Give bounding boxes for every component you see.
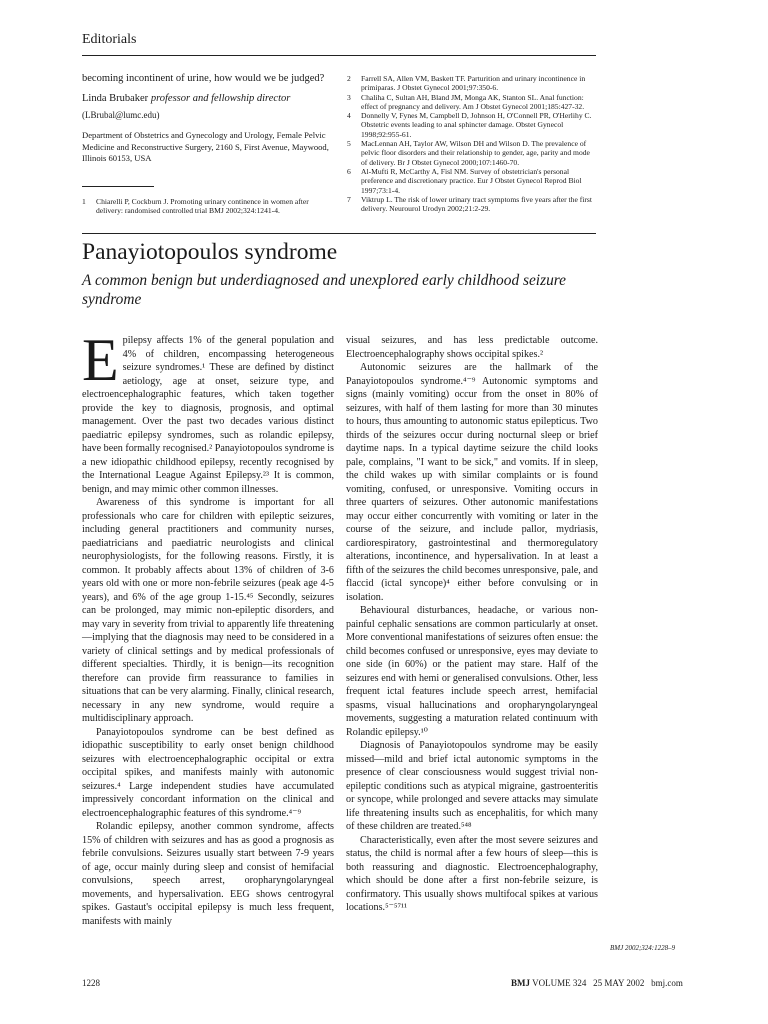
closing-text: becoming incontinent of urine, how would we be judged? [82, 73, 325, 84]
author-affiliation: Department of Obstetrics and Gynecology and Urology, Female Pelvic Medicine and Reconstructive Surgery, 2160 S, First Avenue, Maywood, Illinois 60153, USA [82, 130, 329, 163]
paragraph: Characteristically, even after the most severe seizures and status, the child is normal after a few hours of sleep—this is both reassuring and diagnostic. Electroencephalography, which should be done after a first non-febrile seizure, is confirmatory. This usually shows multifocal spikes at various locations.⁵⁻⁵⁷¹¹ [346, 834, 598, 913]
paragraph: Behavioural disturbances, headache, or various non-painful cephalic sensations are common particularly at onset. More conventional manifestations of seizures often ensue: the child becomes confused or unresponsive, eyes may deviate to one side (in 60%) or the patient may stare. Half of the seizures end with hemi or generalised convulsions. Other, less frequent ictal features include speech arrest, hemifacial spasms, visual hallucinations and oropharyngolaryngeal movements, suggesting a maturation related continuum with Rolandic epilepsy.¹⁰ [346, 605, 598, 738]
reference-item: 4 Donnelly V, Fynes M, Campbell D, Johnson H, O'Connell PR, O'Herlihy C. Obstetric events leading to anal sphincter damage. Obstet Gynecol 1998;92:955-61. [347, 111, 592, 139]
references-right [347, 74, 597, 213]
article-column-1 [82, 327, 334, 928]
references-left [82, 197, 332, 216]
reference-item: 6 Al-Mufti R, McCarthy A, Fisl NM. Survey of obstetrician's personal preference and discretionary practice. Eur J Obstet Gynecol Reprod Biol 1997;73:1-4. [347, 166, 582, 195]
paragraph: Diagnosis of Panayiotopoulos syndrome may be easily missed—mild and brief ictal autonomic symptoms in the presence of clear consciousness would suggest trivial non-epileptic conditions such as atypical migraine, gastroenteritis or syncope, while prolonged and severe attacks may simulate life threatening insults such as encephalitis, for which many of these children are treated.⁵⁴⁸ [346, 740, 598, 832]
article-top-rule [82, 233, 596, 234]
volume-date: VOLUME 324 25 MAY 2002 bmj.com [532, 978, 683, 988]
article-title: Panayiotopoulos syndrome [82, 239, 338, 265]
reference-item: 3 Chaliha C, Sultan AH, Bland JM, Monga AK, Stanton SL. Anal function: effect of pregnancy and delivery. Am J Obstet Gynecol 2001;185:427-32. [347, 92, 585, 111]
drop-cap: E [82, 327, 119, 393]
header-rule [82, 55, 596, 56]
journal-footer [511, 978, 683, 988]
author-email: (LBrubal@lumc.edu) [82, 110, 160, 120]
references-rule [82, 186, 154, 187]
paragraph: Epilepsy affects 1% of the general population and 4% of children, encompassing heterogeneous seizure syndromes.¹ These are defined by distinct aetiology, age at onset, seizure type, and electroencephalographic features, which taken together provide the key to diagnosis, prognosis, and optimal management. Over the past two decades various distinct paediatric epilepsy syndromes, such as rolandic epilepsy, have been formally recognised.² Panayiotopoulos syndrome is a new idiopathic childhood epilepsy, recently recognised by the International League Against Epilepsy.²³ It is common, benign, and may mimic other common illnesses. [82, 327, 334, 495]
side-citation: BMJ 2002;324:1228–9 [610, 944, 676, 952]
author-name: Linda Brubaker [82, 93, 149, 104]
paragraph: Autonomic seizures are the hallmark of the Panayiotopoulos syndrome.⁴⁻⁹ Autonomic symptoms and signs (mainly vomiting) occur from the onset in 80% of seizures, with half of them lasting for more than 30 minutes to hours, thus amounting to autonomic status epilepticus. Two thirds of the seizures occur during nocturnal sleep or brief daytime naps. In a typical daytime seizure the child looks pale, complains, "I want to be sick," and vomits. If in sleep, the child wakes up with similar complaints or is found vomiting, confused, or unresponsive. Vomiting occurs in three quarters of seizures. Other autonomic manifestations may occur either concurrently with vomiting or later in the course of the seizure, and include pallor, mydriasis, cardiorespiratory, gastrointestinal and thermoregulatory alterations, incontinence, and hypersalivation. In at least a fifth of the seizures the child becomes unresponsive, pale, and flaccid (ictal syncope)⁴ either before convulsing or in isolation. [346, 362, 598, 603]
paragraph: Awareness of this syndrome is important for all professionals who care for children with epileptic seizures, including general practitioners and community nurses, paediatricians and paediatric neurologists and clinical neurophysiologists, for the following reasons. Firstly, it is common. It probably affects about 13% of children of 3-6 years old with one or more non-febrile seizures (peak age 4-5 years), and 6% of the age group 1-15.⁴⁵ Secondly, seizures can be prolonged, may mimic non-epileptic disorders, and may vary in severity from trivial to apparently life threatening—implying that the diagnosis may need to be considered in a variety of clinical settings and by medical professionals of different specialties. Thirdly, it is benign—its recognition therefore can provide firm reassurance to families in situations that can be very alarming. Finally, clinical research, necessary in any new syndrome, would require a multidisciplinary approach. [82, 497, 334, 724]
author-line [82, 92, 332, 106]
reference-item: 7 Viktrup L. The risk of lower urinary tract symptoms five years after the first delivery. Neurourol Urodyn 2002;21:2-29. [347, 194, 592, 214]
paragraph: visual seizures, and has less predictable outcome. Electroencephalography shows occipital spikes.² [346, 335, 598, 360]
article-subtitle: A common benign but underdiagnosed and unexplored early childhood seizure syndrome [82, 272, 567, 308]
reference-item: 1 Chiarelli P, Cockburn J. Promoting urinary continence in women after delivery: randomised controlled trial BMJ 2002;324:1241-4. [82, 197, 309, 216]
previous-editorial-end [82, 72, 332, 165]
author-role: professor and fellowship director [150, 93, 291, 104]
section-label: Editorials [82, 32, 137, 47]
reference-item: 5 MacLennan AH, Taylor AW, Wilson DH and Wilson D. The prevalence of pelvic floor disorders and their relationship to gender, age, parity and mode of delivery. Br J Obstet Gynecol 2000;107:1460-70. [347, 139, 590, 167]
reference-item: 2 Farrell SA, Allen VM, Baskett TF. Parturition and urinary incontinence in primiparas. J Obstet Gynecol 2001;97:350-6. [347, 74, 586, 93]
paragraph: Rolandic epilepsy, another common syndrome, affects 15% of children with seizures and has as good a prognosis as febrile convulsions. Seizures usually start between 7-9 years of age, occur mainly during sleep and consist of hemifacial convulsions, speech arrest, oropharyngolaryngeal movements, and hypersalivation. EEG shows centrogyral spikes. Gastaut's occipital epilepsy is much less frequent, manifests with mainly [82, 821, 334, 927]
article-column-2 [346, 334, 598, 915]
journal-name: BMJ [511, 978, 530, 988]
page-number: 1228 [82, 978, 100, 988]
paragraph: Panayiotopoulos syndrome can be best defined as idiopathic susceptibility to early onset benign childhood seizures with electroencephalographic occipital or extra occipital spikes, and manifests mainly with autonomic seizures.⁴ Large independent studies have accumulated impressively concordant information on the clinical and electroencephalographic features of this syndrome.⁴⁻⁹ [82, 726, 334, 819]
